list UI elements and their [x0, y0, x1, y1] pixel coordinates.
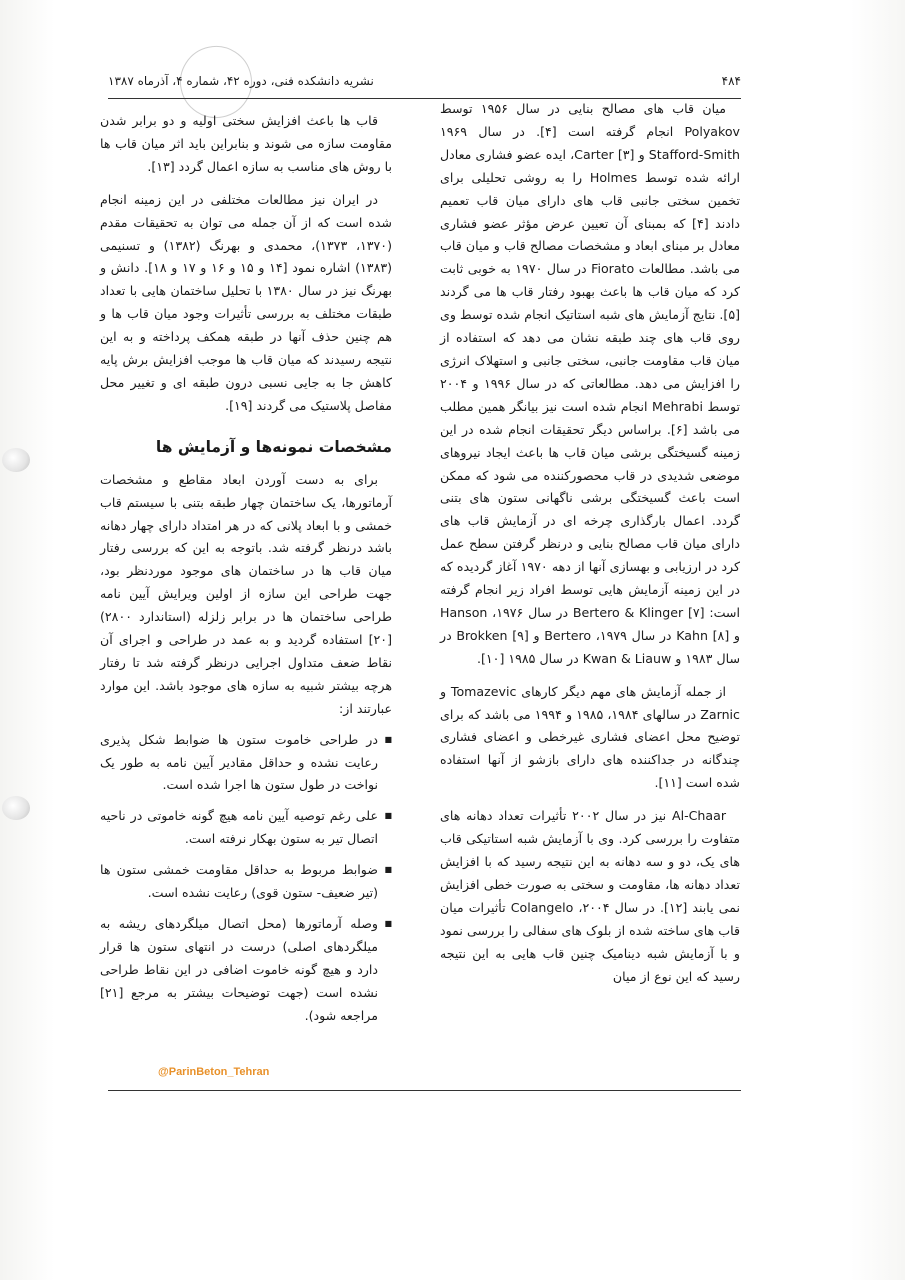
list-item-text: وصله آرماتورها (محل اتصال میلگردهای ریشه به میلگردهای اصلی) درست در انتهای ستون ها قرار دارد و هیچ گونه خاموت اضافی در این نقاط طراحی نشده است (جهت توضیحات بیشتر به مرجع [۲۱] مراجعه شود).: [100, 916, 378, 1023]
list-item: [100, 729, 392, 798]
list-item: [100, 913, 392, 1028]
square-bullet-icon: ■: [384, 734, 392, 744]
bullet-list: [100, 729, 392, 1028]
list-item-text: علی رغم توصیه آیین نامه هیچ گونه خاموتی در ناحیه اتصال تیر به ستون بهکار نرفته است.: [100, 808, 378, 847]
journal-reference: نشریه دانشکده فنی، دوره ۴۲، شماره ۴، آذرماه ۱۳۸۷: [108, 74, 374, 88]
paragraph: برای به دست آوردن ابعاد مقاطع و مشخصات آرماتورها، یک ساختمان چهار طبقه بتنی با سیستم قاب خمشی و با ابعاد پلانی که در هر امتداد دارای چهار دهانه باشد درنظر گرفته شد. باتوجه به این که بررسی رفتار میان قاب ها در ساختمان های موجود موردنظر بود، جهت طراحی این سازه از اولین ویرایش آیین نامه طراحی ساختمان ها در برابر زلزله (استاندارد ۲۸۰۰) [۲۰] استفاده گردید و به عمد در طراحی و اجرای آن نقاط ضعف متداول اجرایی درنظر گرفته شد تا رفتار هرچه بیشتر شبیه به سازه های موجود باشد. این موارد عبارتند از:: [100, 471, 392, 716]
left-column: [100, 110, 392, 1036]
square-bullet-icon: ■: [384, 919, 392, 928]
paragraph: در ایران نیز مطالعات مختلفی در این زمینه انجام شده است که از آن جمله می توان به تحقیقات مقدم (۱۳۷۰، ۱۳۷۳)، محمدی و بهرنگ (۱۳۸۲) و تسنیمی (۱۳۸۳) اشاره نمود [۱۴ و ۱۵ و ۱۶ و ۱۷ و ۱۸]. دانش و بهرنگ نیز در سال ۱۳۸۰ با تحلیل ساختمان هایی با تعداد طبقات مختلف به بررسی تأثیرات وجود میان قاب ها و هم چنین حذف آنها در طبقه همکف پرداخته و به این نتیجه رسیدند که میان قاب ها موجب افزایش برش پایه کاهش جا به جایی نسبی درون طبقه ای و تغییر محل مفاصل پلاستیک می گردند [۱۹].: [100, 191, 393, 413]
paragraph: از جمله آزمایش های مهم دیگر کارهای Tomazevic و Zarnic در سالهای ۱۹۸۴، ۱۹۸۵ و ۱۹۹۴ می باشد که برای توضیح محل اعضای فشاری غیرخطی و اعضای فشاری چندگانه در جداکننده های دارای بازشو از آنها استفاده شده است [۱۱].: [440, 683, 740, 791]
paragraph: Al-Chaar نیز در سال ۲۰۰۲ تأثیرات تعداد دهانه های متفاوت را بررسی کرد. وی با آزمایش شبه استاتیکی قاب های یک، دو و سه دهانه به این نتیجه رسید که با افزایش تعداد دهانه ها، مقاومت و سختی به صورت خطی افزایش نمی یابند [۱۲]. در سال ۲۰۰۴، Colangelo تأثیرات میان قاب های ساخته شده از بلوک های سفالی را بررسی نمود و با آزمایش شبه دینامیک چنین قاب هایی به این نتیجه رسید که این نوع از میان: [440, 808, 740, 984]
section-heading: مشخصات نمونه‌ها و آزمایش ها: [155, 437, 392, 456]
right-column: [440, 98, 740, 988]
square-bullet-icon: ■: [384, 811, 392, 821]
footer-rule: [108, 1090, 741, 1091]
paragraph: قاب ها باعث افزایش سختی اولیه و دو برابر شدن مقاومت سازه می شوند و بنابراین باید اثر میان قاب ها با روش های مناسب به سازه اعمال گردد [۱۳].: [100, 113, 392, 174]
list-item-text: در طراحی خاموت ستون ها ضوابط شکل پذیری رعایت نشده و حداقل مقادیر آیین نامه به طور یک نواخت در طول ستون ها اجرا شده است.: [100, 731, 378, 793]
paragraph: میان قاب های مصالح بنایی در سال ۱۹۵۶ توسط Polyakov انجام گرفته است [۴]. در سال ۱۹۶۹ Stafford-Smith و Carter [۳]، ایده عضو فشاری معادل ارائه شده توسط Holmes را به روشی تحلیلی برای تخمین سختی جانبی قاب های دارای میان قاب تعمیم دادند [۴] که بمبنای آن تعیین عرض مؤثر عضو فشاری معادل بر مبنای ابعاد و مشخصات مصالح قاب و میان قاب می باشد. مطالعات Fiorato در سال ۱۹۷۰ به خوبی ثابت کرد که میان قاب ها باعث بهبود رفتار قاب ها می گردند [۵]. نتایج آزمایش های شبه استاتیک انجام شده توسط وی روی قاب های چند طبقه نشان می دهد که استفاده از میان قاب مقاومت جانبی، سختی جانبی و استهلاک انرژی را افزایش می دهد. مطالعاتی که در سال ۱۹۹۶ و ۲۰۰۴ توسط Mehrabi انجام شده است نیز بیانگر همین مطلب می باشد [۶]. براساس دیگر تحقیقات انجام شده در این زمینه گسیختگی برشی میان قاب ها باعث ایجاد نیروهای موضعی شدیدی در قاب محصورکننده می شود که ممکن است باعث گسیختگی برشی ناگهانی ستون های بتنی گردد. اعمال بارگذاری چرخه ای در آزمایش قاب های دارای میان قاب مصالح بنایی و درنظر گرفتن سطح عمل کرد در ارزیابی و بهسازی آنها از دهه ۱۹۷۰ آغاز گردیده که در این زمینه آزمایش هایی توسط افراد زیر انجام گرفته است: Bertero & Klinger [۷] در سال ۱۹۷۶، Hanson و Kahn [۸] در سال ۱۹۷۹، Bertero و Brokken [۹] در سال ۱۹۸۳ و Kwan & Liauw در سال ۱۹۸۵ [۱۰].: [440, 101, 741, 666]
running-header: [108, 72, 741, 96]
square-bullet-icon: ■: [384, 865, 392, 875]
list-item-text: ضوابط مربوط به حداقل مقاومت خمشی ستون ها (تیر ضعیف- ستون قوی) رعایت نشده است.: [100, 862, 378, 901]
list-item: [100, 805, 392, 851]
punch-hole-icon: [2, 448, 30, 472]
list-item: [100, 859, 392, 905]
channel-watermark: @ParinBeton_Tehran: [158, 1066, 270, 1078]
page-number: ۴۸۴: [721, 74, 741, 88]
punch-hole-icon: [2, 796, 30, 820]
